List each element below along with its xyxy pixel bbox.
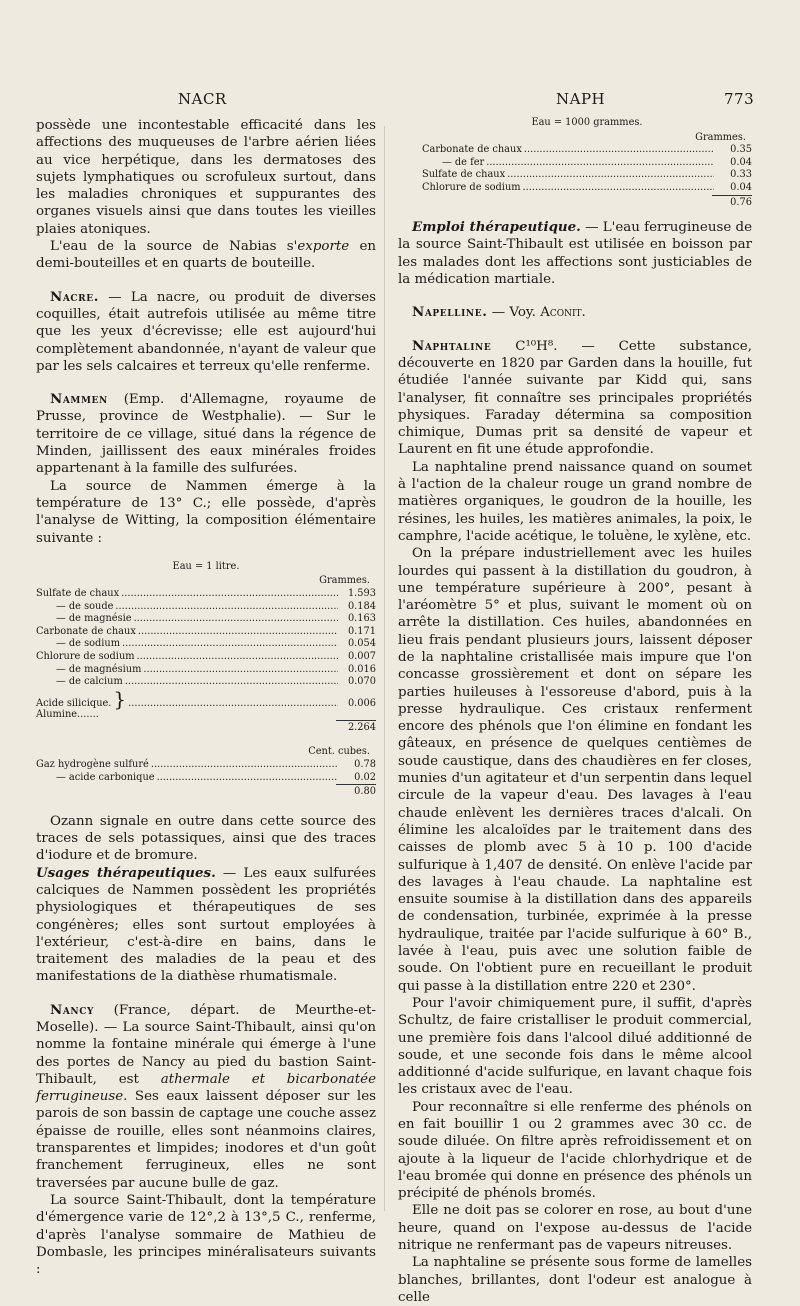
row-value: 0.016	[347, 663, 376, 675]
subheading-emploi: Emploi thérapeutique.	[412, 219, 581, 236]
leader-dots	[524, 144, 714, 157]
row-label: — de calcium	[56, 676, 123, 688]
entry-nancy: Nancy (France, départ. de Meurthe-et-Moselle). — La source Saint-Thibault, ainsi qu'on nomme la fontaine minérale qui émerge à l'une des portes de Nancy au pied du bastion Saint-Thibault, est athermale et bicarbonatée ferrugineuse. Ses eaux laissent déposer sur les parois de son bassin de captage une couche assez épaisse de rouille, elles sont néanmoins claires, transparentes et limpides; inodores et d'un goût franchement ferrugineux, elles ne sont traversées par aucune bulle de gaz.	[36, 1001, 377, 1191]
left-column	[36, 117, 376, 1278]
entry-naphtaline: Naphtaline C¹⁰H⁸. — Cette substance, découverte en 1820 par Garden dans la houille, fut étudiée l'année suivante par Kidd qui, sans l'analyser, fit connaître ses principales propriétés physiques. Faraday détermina sa composition chimique, Dumas prit sa densité de vapeur et Laurent en fit une étude approfondie.	[398, 337, 752, 458]
paragraph-color-test: Elle ne doit pas se colorer en rose, au bout d'une heure, quand on l'expose au-dessus de l'acide nitrique ne renfermant pas de vapeurs nitreuses.	[398, 1203, 752, 1254]
row-label: Chlorure de sodium	[36, 650, 135, 662]
paragraph-nancy-temperature: La source Saint-Thibault, dont la température d'émergence varie de 12°,2 à 13°,5 C., renferme, d'après l'analyse sommaire de Mathieu de Dombasle, les principes minéralisateurs suivants :	[36, 1192, 376, 1278]
nammen-composition-table	[36, 561, 376, 735]
column-divider	[384, 126, 385, 1211]
paragraph-naissance: La naphtaline prend naissance quand on soumet à l'action de la chaleur rouge un grand nombre de matières organiques, le goudron de la houille, les résines, les huiles, les matières animales, la poix, le camphre, l'acide acétique, le toluène, le xylène, etc.	[398, 459, 752, 544]
row-value: 0.04	[730, 156, 752, 168]
table-row	[422, 169, 752, 182]
right-column	[398, 117, 752, 1306]
table-row	[422, 182, 752, 195]
row-label: — de sodium	[56, 638, 121, 650]
paragraph-nabias-export: L'eau de la source de Nabias s'exporte en demi-bouteilles et en quarts de bouteille.	[36, 239, 376, 272]
table-row	[36, 626, 376, 639]
leader-dots	[115, 601, 338, 614]
leader-dots	[486, 157, 714, 170]
running-head-left: NACR	[178, 90, 227, 108]
entry-term-naphtaline: Naphtaline	[412, 337, 492, 354]
table-row: Acide silicique. Alumine....... } ..... 0.006	[36, 689, 376, 720]
table-caption: Eau = 1 litre.	[172, 560, 240, 572]
row-value: 0.02	[354, 771, 376, 783]
row-value: 0.04	[730, 181, 752, 193]
table-row	[36, 613, 376, 626]
row-value: 0.054	[347, 638, 376, 650]
paragraph-continued: possède une incontestable efficacité dans les affections des muqueuses de l'arbre aérien liées au vice herpétique, dans les dermatoses des sujets lymphatiques ou scrofuleux surtout, dans les maladies chroniques et suppurantes des organes visuels ainsi que dans toutes les vieilles plaies atoniques.	[36, 118, 376, 237]
nancy-composition-table	[398, 117, 752, 209]
row-label: — de magnésie	[56, 613, 132, 625]
table-row	[36, 759, 376, 772]
row-value: 0.184	[347, 600, 376, 612]
table-row	[36, 638, 376, 651]
table-row	[36, 588, 376, 601]
row-label: — de fer	[442, 156, 485, 168]
paragraph-phenol-test: Pour reconnaître si elle renferme des phénols on en fait bouillir 1 ou 2 grammes avec 30 cc. de soude diluée. On filtre après refroidissement et on ajoute à la liqueur de l'acide chlorhydrique et de l'eau bromée qui donne en présence des phénols un précipité de phénols bromés.	[398, 1099, 752, 1202]
entry-term-napelline: Napelline.	[412, 304, 488, 321]
leader-dots	[125, 676, 338, 689]
table-row	[36, 601, 376, 614]
row-label: Carbonate de chaux	[36, 625, 136, 637]
entry-nammen: Nammen (Emp. d'Allemagne, royaume de Prusse, province de Westphalie). — Sur le territoire de ce village, situé dans la régence de Minden, jaillissent des eaux minérales froides appartenant à la famille des sulfurées.	[36, 391, 376, 477]
table-total: 0.76	[422, 195, 752, 210]
leader-dots	[507, 169, 714, 182]
table-caption: Eau = 1000 grammes.	[531, 117, 643, 128]
table-unit: Cent. cubes.	[308, 746, 370, 758]
leader-dots	[151, 759, 338, 772]
row-label: — de magnésium	[56, 663, 142, 675]
leader-dots	[157, 772, 338, 785]
paragraph-ozann: Ozann signale en outre dans cette source des traces de sels potassiques, ainsi que des traces d'iodure et de bromure.	[36, 813, 376, 864]
paragraph-nammen-source: La source de Nammen émerge à la température de 13° C.; elle possède, d'après l'analyse de Witting, la composition élémentaire suivante :	[36, 478, 376, 546]
table-unit: Grammes.	[319, 575, 370, 587]
leader-dots	[122, 638, 338, 651]
paragraph-usages: Usages thérapeutiques. — Les eaux sulfurées calciques de Nammen possèdent les propriétés physiologiques et thérapeutiques de ses congénères; elles sont surtout employées à l'extérieur, c'est-à-dire en bains, dans le traitement des maladies de la peau et des manifestations de la diathèse rhumatismale.	[36, 864, 377, 985]
entry-nacre: Nacre. — La nacre, ou produit de diverses coquilles, était autrefois utilisée au même titre que les yeux d'écrevisse; elle est aujourd'hui complètement abandonnée, n'ayant de valeur que par les sels calcaires et terreux qu'elle renferme.	[36, 288, 376, 374]
row-value: 0.33	[730, 169, 752, 181]
row-value: 0.070	[347, 676, 376, 688]
row-label: Chlorure de sodium	[422, 181, 521, 193]
row-value: 1.593	[347, 588, 376, 600]
table-row	[422, 157, 752, 170]
paragraph-preparation: On la prépare industriellement avec les huiles lourdes qui passent à la distillation du goudron, à une température supérieure à 200°, pesant à l'aréomètre 5° et plus, suivant le moment où on arrête la distillation. Ces huiles, abandonnées en lieu frais pendant plusieurs jours, laissent déposer de la naphtaline cristallisée mais impure que l'on concasse grossièrement et dont on sépare les parties huileuses à l'essoreuse d'abord, puis à la presse hydraulique. Ces cristaux renferment encore des phénols que l'on élimine en fondant les gâteaux, en présence de quelques centièmes de soude caustique, dans des chaudières en fer closes, munies d'un agitateur et d'un serpentin dans lequel circule de la vapeur d'eau. Des lavages à l'eau chaude enlèvent les dernières traces d'alcali. On élimine les alcaloïdes par le traitement dans des caisses de plomb avec 5 à 10 p. 100 d'acide sulfurique à 1,407 de densité. On enlève l'acide par des lavages à l'eau chaude. La naphtaline est ensuite soumise à la distillation dans des appareils de condensation, turbinée, exprimée à la presse hydraulique, traitée par l'acide sulfurique à 60° B., lavée à l'eau, puis avec une solution faible de soude. On l'obtient pure en recueillant le produit qui passe à la distillation entre 220 et 230°.	[398, 546, 752, 994]
leader-dots	[121, 588, 338, 601]
leader-dots	[134, 613, 338, 626]
row-value: 0.78	[354, 758, 376, 770]
row-label: — acide carbonique	[56, 771, 155, 783]
table-row	[36, 664, 376, 677]
entry-term-nammen: Nammen	[50, 391, 108, 408]
page-number: 773	[724, 90, 755, 108]
leader-dots	[137, 651, 338, 664]
paragraph-emploi: Emploi thérapeutique. — L'eau ferrugineuse de la source Saint-Thibault est utilisée en boisson par les malades dont les affections sont justiciables de la médication martiale.	[398, 219, 753, 288]
cross-reference-link[interactable]: Aconit.	[540, 305, 586, 321]
row-value: 0.35	[730, 144, 752, 156]
row-value: 0.007	[347, 650, 376, 662]
table-row	[36, 772, 376, 785]
leader-dots	[138, 626, 338, 639]
running-head-center: NAPH	[556, 90, 606, 108]
table-row	[36, 651, 376, 664]
paragraph-purification: Pour l'avoir chimiquement pure, il suffit, d'après Schultz, de faire cristalliser le produit commercial, une première fois dans l'alcool dilué additionné de soude, et une seconde fois dans le même alcool additionné d'acide sulfurique, en lavant chaque fois les cristaux avec de l'eau.	[398, 995, 752, 1098]
paragraph-appearance: La naphtaline se présente sous forme de lamelles blanches, brillantes, dont l'odeur est analogue à celle	[398, 1255, 752, 1305]
subheading-usages: Usages thérapeutiques.	[36, 864, 216, 881]
table-row	[422, 144, 752, 157]
leader-dots	[143, 664, 338, 677]
row-label: — de soude	[56, 600, 114, 612]
row-label: Sulfate de chaux	[36, 588, 120, 600]
row-label: Sulfate de chaux	[422, 169, 506, 181]
row-value: 0.163	[347, 613, 376, 625]
chemical-formula: C¹⁰H⁸.	[491, 338, 558, 354]
nammen-gas-table	[36, 746, 376, 798]
row-label: Gaz hydrogène sulfuré	[36, 758, 149, 770]
row-value: 0.171	[347, 625, 376, 637]
entry-napelline: Napelline. — Voy. Aconit.	[412, 304, 586, 321]
table-total: 0.80	[36, 784, 376, 799]
entry-term-nancy: Nancy	[50, 1001, 95, 1018]
row-label: Carbonate de chaux	[422, 144, 522, 156]
table-total: 2.264	[36, 720, 376, 735]
leader-dots	[523, 182, 714, 195]
entry-term-nacre: Nacre.	[50, 288, 99, 305]
table-row	[36, 676, 376, 689]
brace-glyph: }	[113, 686, 127, 711]
table-unit: Grammes.	[695, 131, 746, 143]
